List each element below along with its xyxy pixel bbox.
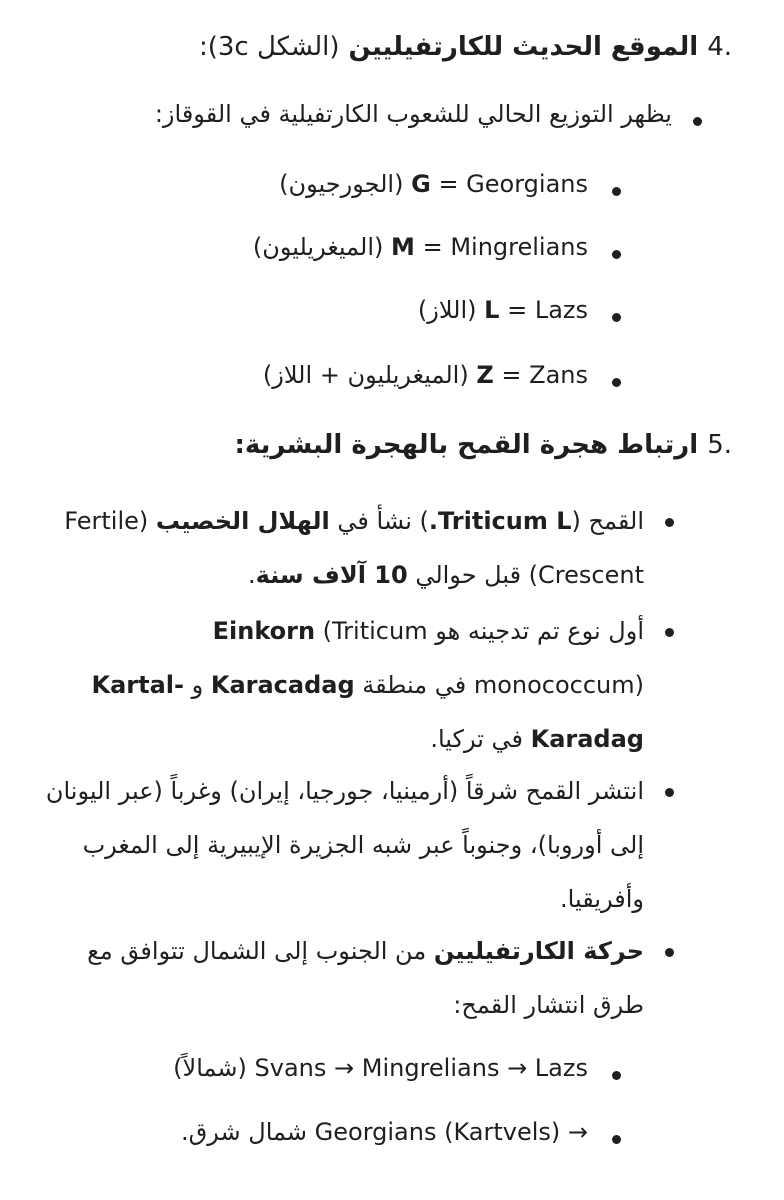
text-run: ) نشأ في bbox=[329, 507, 429, 535]
text-run-bold: Kartal-Karadag bbox=[91, 671, 644, 753]
section-4-figure-ref: (الشكل 3c): bbox=[198, 32, 340, 62]
route-direction: شمال شرق. bbox=[181, 1118, 307, 1146]
people-code: G bbox=[411, 170, 431, 198]
section-5-title: ارتباط هجرة القمح بالهجرة البشرية: bbox=[234, 430, 699, 460]
kartvelian-movement-bullet bbox=[39, 924, 644, 1032]
section-4-heading bbox=[199, 30, 732, 64]
wheat-spread-bullet bbox=[39, 764, 644, 926]
section-4-intro-bullet bbox=[155, 100, 672, 128]
people-code: M bbox=[391, 233, 415, 261]
people-code: L bbox=[484, 296, 500, 324]
text-run-bold: Karacadag bbox=[210, 671, 355, 699]
text-run-bold: حركة الكارتفيليين bbox=[433, 937, 644, 965]
people-code: Z bbox=[476, 361, 494, 389]
text-run: (Fertile Crescent) قبل حوالي bbox=[64, 507, 644, 589]
people-english-name: = Lazs bbox=[507, 296, 588, 324]
text-run-bold: الهلال الخصيب bbox=[155, 507, 330, 535]
people-arabic-name: (الميغريليون) bbox=[252, 233, 384, 261]
text-run: من الجنوب إلى الشمال تتوافق مع طرق انتشار القمح: bbox=[87, 937, 644, 1019]
route-item-north bbox=[173, 1054, 588, 1082]
people-code-label bbox=[411, 170, 588, 198]
wheat-origin-bullet bbox=[39, 494, 644, 602]
text-run-bold: 10 آلاف سنة bbox=[255, 561, 408, 589]
section-4-number: 4. bbox=[707, 32, 732, 62]
section-4-title: الموقع الحديث للكارتفيليين bbox=[348, 32, 699, 62]
people-english-name: = Georgians bbox=[438, 170, 588, 198]
people-code-label bbox=[391, 233, 588, 261]
text-run: أول نوع تم تدجينه هو bbox=[427, 617, 644, 645]
people-english-name: = Zans bbox=[501, 361, 588, 389]
people-code-label bbox=[476, 361, 588, 389]
people-arabic-name: (اللاز) bbox=[417, 296, 477, 324]
section-4-intro: يظهر التوزيع الحالي للشعوب الكارتفيلية في القوقاز: bbox=[154, 100, 672, 128]
people-item-georgians bbox=[279, 170, 588, 198]
section-5-number: 5. bbox=[707, 430, 732, 460]
route-path: Georgians (Kartvels) → bbox=[314, 1118, 588, 1146]
people-item-lazs bbox=[418, 296, 588, 324]
people-item-mingrelians bbox=[253, 233, 588, 261]
people-arabic-name: (الجورجيون) bbox=[279, 170, 404, 198]
text-run: و bbox=[183, 671, 211, 699]
people-item-zans bbox=[263, 361, 588, 389]
text-run: القمح ( bbox=[571, 507, 644, 535]
route-direction: (شمالاً) bbox=[173, 1054, 247, 1082]
route-path: Svans → Mingrelians → Lazs bbox=[254, 1054, 588, 1082]
text-run-bold: Einkorn bbox=[212, 617, 316, 645]
section-5-heading bbox=[234, 428, 732, 462]
people-english-name: = Mingrelians bbox=[422, 233, 588, 261]
route-item-northeast bbox=[181, 1118, 588, 1146]
text-run: (Triticum monococcum) في منطقة bbox=[315, 617, 644, 699]
text-run: . bbox=[248, 561, 256, 589]
people-arabic-name: (الميغريليون + اللاز) bbox=[262, 361, 469, 389]
einkorn-bullet bbox=[39, 604, 644, 766]
people-code-label bbox=[484, 296, 588, 324]
text-run: انتشر القمح شرقاً (أرمينيا، جورجيا، إيران) وغرباً (عبر اليونان إلى أوروبا)، وجنوباً عبر شبه الجزيرة الإيبيرية إلى المغرب وأفريقيا. bbox=[45, 777, 644, 913]
text-run: في تركيا. bbox=[430, 725, 531, 753]
text-run-bold: Triticum L. bbox=[428, 507, 572, 535]
